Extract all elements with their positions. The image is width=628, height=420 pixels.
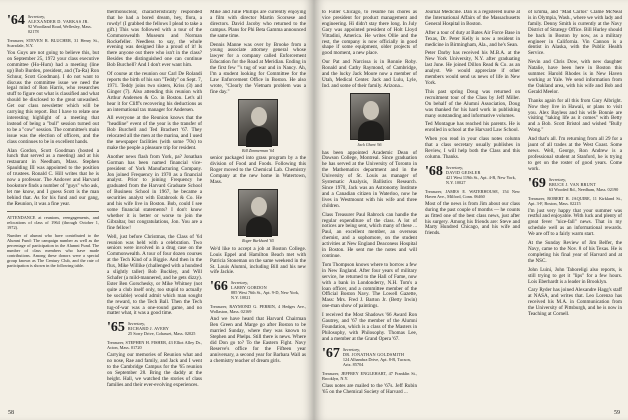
class-year: '69 [528,175,546,191]
paragraph: has been appointed Academic Dean of Dawson College, Montreal. Since graduation he has served at the University of Toronto in the Mathematics department and in the University of St. Louis as manager of Systematic Analysis, Ballistics Research. Since 1970, Jack was an Astronomy Institute and a Canadian citizen in Waterloo, now he lives in Westmount with his wife and three children. [322,149,417,209]
column-5 [425,10,520,408]
paragraph: Thanks again for all this from Gary Albright. Now they live in Hawaii, or plans to visit you. Alex Bayless and his wife Bonnie are visiting "taking life as it comes" with Betty and a Bob. Scott Bristol and wished "Bully Wong." [528,97,622,134]
secretary-name: RICHARD J. AVERY [127,326,170,332]
paragraph: Class notes are mailed to the '67s. Jeff Rubin '65 on the Chemical Society of Harvard ... [322,382,417,395]
secretary-info [549,177,618,192]
paragraph: Nevin and Chris Dow, with new daughter Natalie, have been here in Boston this summer. Harold Rhodes is in New Haven working at Yale. We send information from the Oakland area, with his wife and Bob and Gerald Meelor. [528,59,622,95]
class-year: '66 [210,279,228,295]
paragraph: Ted Montague has reached his parents. He is enrolled in school at the Harvard Law School. [425,121,520,134]
paragraph: After a tour of duty at Bates Air Force Base in Texas, Dr. Peter Kelly is now a resident in medicine in Birmingham, Ala., and he's Sean. [425,29,520,48]
paragraph: Most of the news is from Jim about our class during the past couple of months — he counts as fitted one of the best class news, just after his surgery. Among his friends are: Steve and Marty Hundred Chicago, and his wife and friends. [425,200,520,237]
column-6 [528,10,622,408]
paragraph: When you read in your class notes column that a class secretary usually publishes in Review, I will help both the Class and this column. Thanks. [425,136,520,160]
divider [7,211,99,212]
class-heading-68 [425,165,520,185]
treasurer-line: Treasurer, ROBERT R. JAQUIRE, 11 Kirkland St., Apt. 3-F, Boston, Mass. 02215 [528,195,622,206]
treasurer-line: Treasurer, JAMES E. WATERHOUSE, 154 New Haven Ave., Milford, Conn. 06460 [425,188,520,199]
column-4 [322,10,417,408]
paragraph: All everyone at the Reunion knows that the "headline" event of the year is the transfer of Bob Burchell and Ted Brachert '67. They relocated all the men at the marina, and I used the newspaper facilities (with some '70s) to make the people a pleasure trip for resident. [107,115,202,151]
column-3 [210,10,306,408]
secretary-info [28,14,99,34]
paragraph: senior packaged into grass program by a the division of Food and Foods. Following this Roger moved to the Chemical Lab. Chemistry Company at the new home in Watertown, Mass. [210,155,306,186]
paragraph: Mike and Julie Phillips are currently enjoying a film with director Martin Scorsese and directors. David Jacoby who returned to the campus. Plans for Phi Beta Gamma announced the same time. [210,10,306,39]
paragraph: Dennis Manne was over by Brooke from a young associate attorney general whose lawyer for a company called Enforcement Education for the Road at Meridian. Ending in the first few "'s tug of war and in Nancy. Ah, I'm a student looking for Committee for the Law Enforcement Office in Boston. He also wrote, "Clearly the Vietnam problem was a fine day." [210,41,306,95]
secretary-address: 124 Alhambra Drive, Apt. 8-B, Tucson, Ariz. 85704 [342,356,411,367]
secretary-name: ALEXANDER D. VARKAS JR. [27,19,89,24]
secretary-label: Secretary, [127,321,146,327]
secretary-label: Secretary, [27,14,46,19]
paragraph: Of course at the reunion our Carl De Rolandi reports the birth of his son "Teddy" on Sept. 7, 1971. Teddy joins two sisters, Kriss (3) and Ginger (7). Also attending this reunion with Arthur Andersen & Co. in Boston. Let's all hear it for Cliff's recovering his deductions as an international tax manager for Andersen. [107,71,202,113]
portrait-photo [238,99,278,146]
paragraph: We'd like to accept a job at Boston College. Louis Eppel and Hamilton Beach met with Patricia Stoneman on the same weekend in the St. Louis Alumni, including Bill and his new wife Jackie. [210,245,306,276]
secretary-address: 92 Woodland Road, Wellesley, Mass. 02178 [27,24,92,34]
class-year: '64 [7,13,25,28]
photo-caption: Bill Zimmerman '64 [242,147,274,153]
paragraph: John Luini, John Taboreligi also reports, is still trying to get it "lips" for a few hours. Lois Eberhardt is a leader in Brooklyn. [528,266,622,285]
table-note: ATTENDANCE at reunions, reengagements, and relocations of class of 1964 (through October 1, 1972). [7,214,99,230]
paragraph: And we have heard that Harvard Chairman Ben Green and Marge go after Boston to be married Sunday, where they was known to Stephen and Phelps. Still there is news. Where did Don go to? To the Eastern Fight. Navy Reserve's office for the Fifteen year anniversary, a second year for Barbara Wall as a chemistry teacher of dream girls. [210,316,306,364]
column-2 [107,10,202,408]
paragraph: thermonuclear, characteristically responded that he had a bored dream, hey, flora, a rowdy! (I grabbed the fellows I plead to take a gift.) This was followed with a tour of the Commonwealth Museum and Norman Rockefeller. Needless to say, the whole evening was designed like a proud of it! Is there anyone out there who isn't in the class? Besides the distinguished one can continue Bob Burchell? And I don't ever want him. [107,10,202,69]
paragraph: And that's all. I'm returning from all 29 for a jaunt of all trades at the West Coast. Some news. Well, George, Ron Andrew is a professional student at Stanford, he is trying to get on the roster of good years. Come work. [528,136,622,172]
class-year: '65 [107,320,125,336]
secretary-info [128,321,196,336]
secretary-name: DR. JONATHAN GOLDSMITH [342,351,405,357]
page-number: 58 [8,410,14,416]
secretary-info [446,165,520,185]
secretary-label: Secretary, [342,346,361,352]
treasurer-line: Treasurer, RAYMOND G. PERRIN, 4 Hedges Ave., Wollaston, Mass. 02169 [210,304,306,315]
portrait-photo [350,93,390,140]
portrait-photo [238,189,278,236]
paragraph: Tom Thompson knows where to borrow a few in New England. After four years of military service, he returned to the Hall of Fame, now with a bank in Londonderry, N.H. Tom's a loan officer, and a committee member of the Official Boston Navy. The Lowell Gazette, Mass: Mrs. Fred J. Barton Jr. (Betty Irwin) one-man show of paintings. [322,261,417,310]
class-heading-67 [322,347,417,367]
paragraph: At the Sunday Review of Jim Belfer, the Navy, came to the Nov. 8 of his Texas. He is completing his final year of Harvard and at the NSC. [528,240,622,264]
treasurer-line: Treasurer, STEPHEN H. FISHER, 43 Elliot Alley Dr., Acton, Mass. 01720 [107,340,202,351]
class-heading-64 [7,14,99,34]
secretary-name: LARRY GORDON [230,285,267,291]
paragraph: Another news flash from York, pa? Jonathan Gorman has been named financial vice-president of York Manufacturing Company. Jon joined Frequency in 1970 as a financial analyst. Prior to joining Frequency he graduated from the Harvard Graduate School of Business School in 1967, he became a securities analyst with Estabrook & Co. He and his wife live in Boston. Bob, could I see some financial statements? I don't know whether it is better or worse to join the Gibraltar, but congratulations, Jon. You are a fine fellow! [107,153,202,231]
paragraph: Class Treasurer Paul Rabrock can handle the regular expenditure of the class. A lot of notices are being sent, which many of these ... Paul, an excellent member, an overseas chemist, and a sophomore, on the student activities at New England Deaconess Hospital in Boston. He sent me the notes and will continue. [322,211,417,259]
paragraph: Journal Medicine. Dan is a registered nurse at the International Affairs of the Massachusetts General Hospital in Boston. [425,10,520,27]
paragraph: You Guys are not going to believe this, but on September 25, 1972 your class executive committee (Ho-Hum) had a meeting (line up) Bob Burden, president, and (Ta-Ra) Ron Schnur, Scott Goodman). I do not want to discuss the committee issue we need the legal mind of Ron Harris, who researches stuff to figure out what is classified and what should be disclosed to the great unwashed. Get our class newsletter which will be carrying this report. But I have to relate one interesting highlight of a meeting that instead of being a "bull" session turned out to be a "cow" session. The committee's main issue was the election of officers, and the class continues to be in excellent hands. [7,50,99,145]
treasurer-line: Treasurer, STEVEN R. BLUCHER, 31 Henry St., Scarsdale, N.Y. [7,38,99,48]
secretary-info [343,347,417,367]
paragraph: Number of alumni who have contributed to the Alumni Fund: The campaign number as well as the percentage of participation in the Alumni Fund. The number of class members who have made contributions. Among these donors were a special group known as The Century Club, and the rate of participation is shown in the following table. [7,232,99,268]
paragraph: This past spring Doug was returned on recruitment tour of the Class by Jeff Miller. On behalf of the Alumni Association, Doug was thanked for his hard work in publishing many outstanding and informative volumes. [425,88,520,119]
paragraph: of Emma, and "Mad Carlos" Clame McNeal is in Olympia, Wash., where we with lady and family. Denny Smith is currently at the Navy District of Strategy Office. Bill Hurley should be back in Boston by now, as a military engineer in California. Vin Cannon is a dentist in Alaska, with the Public Health Service. [528,10,622,57]
class-year: '68 [425,163,443,179]
photo-caption: Roger Burkhard '65 [242,238,274,244]
secretary-address: 25 Sorry Drive, Cohasset, Mass. 02025 [127,331,196,337]
paragraph: I'm just very happy that your summer was restful and enjoyable. With luck and plenty of great fever "nice-fall" news. That in my schedule well as an informational rewards. We are off to a fairly warm start. [528,207,622,238]
class-heading-65 [107,321,202,336]
paragraph: Well, just before Christmas, the Class of '64 reunion was held with a celebration. Two seniors were involved in a drug case on the Commonwealth. A tour of four dozen courses at the Tech Kind of a Biggie. And then in the flux, Mike Willike (challenged with a hundred a slightly taller) Bob Buckley, and Will Schafer (a mild-mannered, and he gets dizzy). Ester Ben Gorschesky, or Mike Whitney (not quite a club itself only, too stupid to actually be sociable) would admit which man sought the reward, to the Tech Ball. Then the Tech tug-of-war was a one-round game, and no matter what, it was a good time. [107,233,202,317]
paragraph: Alan Gordon, Scott Goodman (hosted a lunch that served as a meeting) and at his restaurant in Needham, Mass. Stephen Spaulding III was appointed to the position of trustees. Ronald C. Hill writes that he is now a professor. The Andover and Harvard bookstore finds a number of "guys" who ask, let me know, and I guess Scott is the man behind that. As for his fund and our gang, the Reunion, it was a fine year. [7,147,99,207]
secretary-name: BRUCE J. VAN BRUNT [548,181,597,187]
class-year: '67 [322,345,340,361]
column-1 [7,10,99,408]
class-heading-66 [210,280,306,300]
paragraph: Our Pat and Narcissa is in Ronnie Roby. Ronald and Cathy Raymond, of Cambridge, and the lucky Jack Moore now a member of Utah, Medical Center. Jack and Lulu, Lyle, Ind. and some of their family. Arizona... [322,59,417,89]
page-number: 59 [614,410,620,416]
right-page [314,0,628,420]
secretary-address: 421 West 119th St., Apt. 4-B, New York, N.Y. 10027 [445,174,516,185]
secretary-label: Secretary, [548,176,567,182]
paragraph: Cary Ryder has joined Alexandre Hagg's staff at NASA, and writes that. Leo Lorenzo has received his M.A. in Communication from the University of Pittsburgh, and he is now in Teaching at Cornell. [528,287,622,318]
secretary-info [231,280,306,300]
paragraph: Peter Darby has received his M.B.A. at the New York University, N.Y. after graduating last June. He joined Dillon Read & Co. as an analyst. We would appreciate if other members would send us news of life in New York. [425,50,520,86]
secretary-label: Secretary, [230,280,249,286]
secretary-name: DAVID GEISLER [445,169,481,175]
paragraph: I received the Most Shadows '66 Award Ron Gautrey, and '67 the member of the Alumni Foundation, which is a class of the Masters in Philosophy, with Philosophy. Thomas Lee, and a member at the Grand Opera '67. [322,312,417,342]
paragraph: Carrying our memories of Reunion what and no nose, Rae and family, and Jack and I went to the Cambridge Campus for the '65 reunion on September 28. Bring the daddy at the height. Hall, we watched the stories of class families and their ever-evolving experiences. [107,352,202,388]
treasurer-line: Treasurer, JEFFREY ENGLEHART, 47 Franklin St., Brooklyn, N.Y. [322,370,417,381]
secretary-address: 885 West 76th St., Apt. 9-D, New York, N.Y. 10021 [230,290,300,301]
photo-caption: Jack Ghent '66 [357,141,382,147]
paragraph: to Fuller Chicago, to resume his chores as vice president for product management and engineering. Hi didn't stay there long. In July Gary was appointed president of Holt Lloyd Vittadini, America. He writes Ollie and the rest, the company is now officially in good shape if some equipment, older projects of good moment, a new place. [322,10,417,57]
class-heading-69 [528,177,622,192]
secretary-address: 63 Wooded Rd., Needham, Mass. 02190 [548,186,619,192]
secretary-label: Secretary, [445,164,464,170]
